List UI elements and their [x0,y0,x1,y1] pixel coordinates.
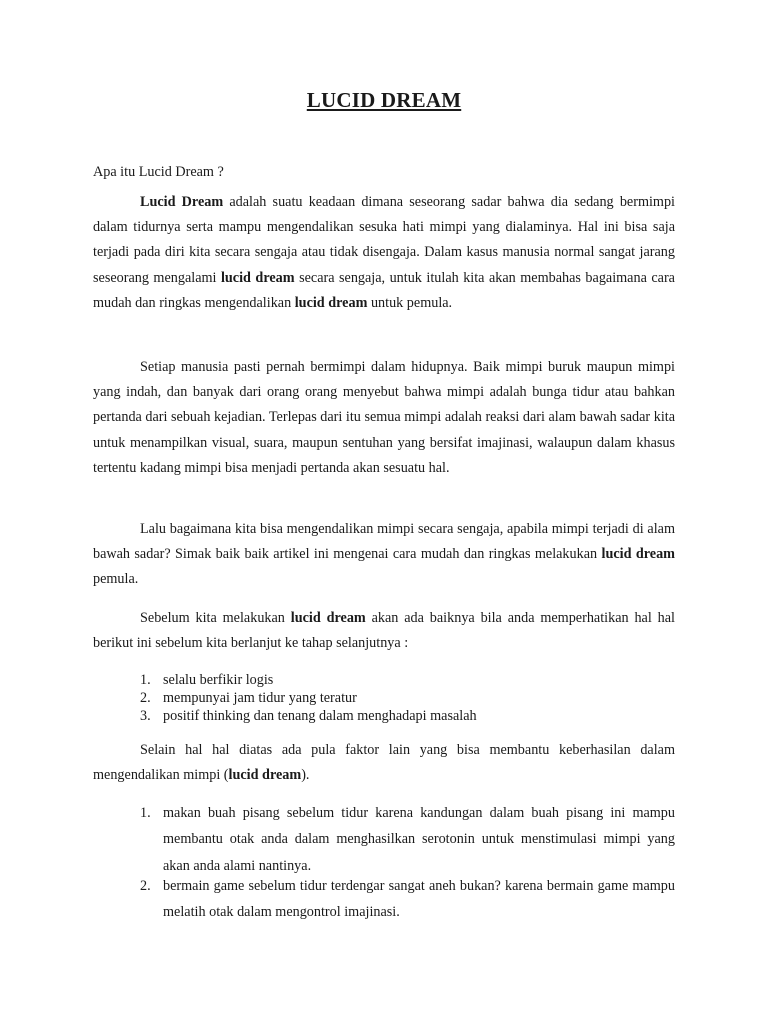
tips-list [93,671,675,725]
paragraph-how: Lalu bagaimana kita bisa mengendalikan mimpi secara sengaja, apabila mimpi terjadi di alam bawah sadar? Simak baik baik artikel ini mengenai cara mudah dan ringkas melakukan lucid dream pemula. [93,521,675,588]
list-item: 3. positif thinking dan tenang dalam menghadapi masalah [140,708,477,724]
paragraph-factors: Selain hal hal diatas ada pula faktor lain yang bisa membantu keberhasilan dalam mengendalikan mimpi (lucid dream). [93,742,675,784]
bold-term: lucid dream [228,767,302,784]
bold-term: lucid dream [294,294,368,311]
bold-term: Lucid Dream [140,194,224,210]
list-item: 1. makan buah pisang sebelum tidur karena kandungan dalam buah pisang ini mampu membantu otak anda dalam menghasilkan serotonin untuk menstimulasi mimpi yang akan anda alami nantinya. [140,805,675,874]
section-question: Apa itu Lucid Dream ? [93,164,224,180]
bold-term: lucid dream [290,610,366,626]
list-item: 1. selalu berfikir logis [140,672,274,688]
list-item: 2. bermain game sebelum tidur terdengar sangat aneh bukan? karena bermain game mampu melatih otak dalam mengontrol imajinasi. [140,877,675,921]
bold-term: lucid dream [601,546,675,563]
paragraph-before: Sebelum kita melakukan lucid dream akan ada baiknya bila anda memperhatikan hal hal berikut ini sebelum kita berlanjut ke tahap selanjutnya : [93,610,675,652]
paragraph-intro: Lucid Dream adalah suatu keadaan dimana seseorang sadar bahwa dia sedang bermimpi dalam tidurnya serta mampu mengendalikan sesuka hati mimpi yang dialaminya. Hal ini bisa saja terjadi pada diri kita secara sengaja atau tidak disengaja. Dalam kasus manusia normal sangat jarang seseorang mengalami lucid dream secara sengaja, untuk itulah kita akan membahas bagaimana cara mudah dan ringkas mengendalikan lucid dream untuk pemula. [93,194,675,311]
bold-term: lucid dream [220,269,295,286]
list-item: 2. mempunyai jam tidur yang teratur [140,690,357,706]
factors-list [93,800,675,919]
paragraph-dreams: Setiap manusia pasti pernah bermimpi dalam hidupnya. Baik mimpi buruk maupun mimpi yang indah, dan banyak dari orang orang menyebut bahwa mimpi adalah bunga tidur atau bahkan pertanda dari sebuah kejadian. Terlepas dari itu semua mimpi adalah reaksi dari alam bawah sadar kita untuk menampilkan visual, suara, maupun sentuhan yang bersifat imajinasi, walaupun dalam khasus tertentu kadang mimpi bisa menjadi pertanda akan sesuatu hal. [93,359,675,476]
document-title: LUCID DREAM [306,88,462,112]
